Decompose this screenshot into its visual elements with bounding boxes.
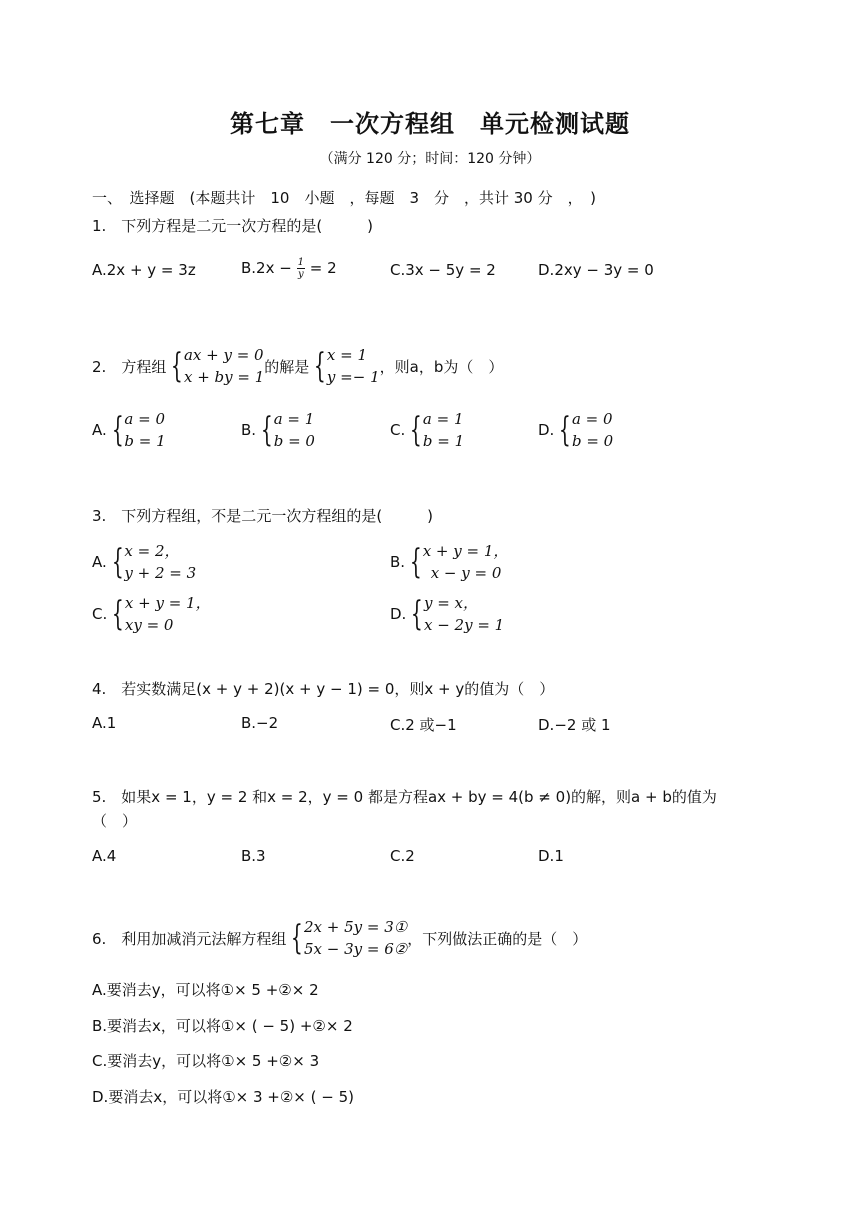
q1-option-b-pre: B.2x − (241, 259, 297, 277)
q3-a-eq2: y + 2 = 3 (124, 564, 197, 582)
q1-option-a: A.2x + y = 3z (92, 261, 196, 279)
q3-a-label: A. (92, 553, 107, 571)
q2-sys2-eq1: x = 1 (326, 346, 368, 364)
q5-option-b: B.3 (241, 847, 266, 865)
q2-mid: 的解是 (264, 357, 310, 376)
q2-c-label: C. (390, 421, 406, 439)
brace-icon: { (559, 410, 572, 450)
q3-option-b (390, 540, 508, 584)
q4-option-c: C.2 或−1 (390, 716, 457, 734)
q2-d-label: D. (538, 421, 555, 439)
q1-option-b-den: y (297, 269, 304, 280)
q2-b-eq1: a = 1 (273, 410, 315, 428)
brace-icon: { (111, 410, 124, 450)
page-subtitle: （满分 120 分；时间：120 分钟） (319, 151, 541, 167)
q2-a-eq1: a = 0 (124, 410, 165, 428)
q3-b-eq2: x − y = 0 (430, 564, 502, 582)
q6-sys-eq2: 5x − 3y = 6② (303, 940, 408, 958)
q6-option-a: A.要消去y，可以将①× 5 +②× 2 (92, 981, 319, 999)
q3-d-eq2: x − 2y = 1 (423, 616, 505, 634)
brace-icon: { (260, 410, 273, 450)
q3-b-label: B. (390, 553, 406, 571)
brace-icon: { (409, 542, 422, 582)
q3-a-eq1: x = 2， (124, 542, 180, 560)
q2-d-eq1: a = 0 (571, 410, 613, 428)
q5-option-a: A.4 (92, 847, 117, 865)
q3-stem: 3. 下列方程组，不是二元一次方程组的是( ) (92, 507, 434, 525)
q2-sys2-eq2: y =− 1 (326, 368, 380, 386)
brace-icon: { (112, 594, 125, 634)
q6-stem (92, 916, 587, 960)
q2-option-c (390, 408, 464, 452)
q5-option-d: D.1 (538, 847, 564, 865)
q6-number: 6. (92, 929, 122, 948)
q2-sys1-eq2: x + by = 1 (183, 368, 265, 386)
q2-a-label: A. (92, 421, 107, 439)
q3-d-label: D. (390, 605, 407, 623)
brace-icon: { (291, 918, 304, 958)
q4-option-b: B.−2 (241, 714, 279, 732)
q2-d-eq2: b = 0 (571, 432, 614, 450)
q1-option-b-fraction (297, 257, 305, 280)
q5-option-c: C.2 (390, 847, 415, 865)
q2-option-b (241, 408, 315, 452)
q6-pre: 利用加减消元法解方程组 (121, 929, 287, 948)
q2-c-eq1: a = 1 (422, 410, 464, 428)
q6-option-d: D.要消去x，可以将①× 3 +②× ( − 5) (92, 1088, 354, 1106)
q5-stem: 5. 如果x = 1，y = 2 和x = 2，y = 0 都是方程ax + by = 4(b ≠ 0)的解，则a + b的值为 (92, 788, 717, 806)
section-heading: 一、 选择题 (本题共计 10 小题 ，每题 3 分 ，共计 30 分 ， ) (92, 189, 596, 207)
q3-c-label: C. (92, 605, 108, 623)
q1-option-b-post: = 2 (304, 259, 337, 277)
q3-option-d (390, 592, 504, 636)
q1-option-c: C.3x − 5y = 2 (390, 261, 496, 279)
q1-option-b-num: 1 (297, 257, 304, 268)
q4-option-d: D.−2 或 1 (538, 716, 611, 734)
page-title: 第七章 一次方程组 单元检测试题 (230, 110, 630, 138)
q2-a-eq2: b = 1 (124, 432, 166, 450)
q6-sys-eq1: 2x + 5y = 3① (303, 918, 408, 936)
q3-option-a (92, 540, 196, 584)
q2-c-eq2: b = 1 (422, 432, 465, 450)
q2-b-label: B. (241, 421, 257, 439)
brace-icon: { (314, 346, 327, 386)
q6-post: ，下列做法正确的是（ ） (407, 929, 588, 948)
brace-icon: { (411, 594, 424, 634)
brace-icon: { (171, 346, 184, 386)
q1-option-d: D.2xy − 3y = 0 (538, 261, 654, 279)
q2-option-a (92, 408, 166, 452)
q1-option-b (241, 257, 337, 280)
q3-d-eq1: y = x， (423, 594, 479, 612)
q4-option-a: A.1 (92, 714, 117, 732)
q3-c-eq2: xy = 0 (124, 616, 174, 634)
q4-stem: 4. 若实数满足(x + y + 2)(x + y − 1) = 0，则x + y的值为（ ） (92, 680, 555, 698)
brace-icon: { (410, 410, 423, 450)
q3-option-c (92, 592, 211, 636)
q6-option-c: C.要消去y，可以将①× 5 +②× 3 (92, 1052, 320, 1070)
q2-pre: 方程组 (121, 357, 167, 376)
q2-post: ，则a，b为（ ） (379, 357, 504, 376)
q6-option-b: B.要消去x，可以将①× ( − 5) +②× 2 (92, 1017, 353, 1035)
q2-sys1-eq1: ax + y = 0 (183, 346, 264, 364)
q1-stem: 1. 下列方程是二元一次方程的是( ) (92, 217, 374, 235)
q5-stem-cont: （ ） (92, 812, 138, 830)
q2-stem (92, 344, 503, 388)
q3-b-eq1: x + y = 1， (422, 542, 509, 560)
q2-number: 2. (92, 357, 122, 376)
brace-icon: { (111, 542, 124, 582)
q3-c-eq1: x + y = 1， (124, 594, 211, 612)
q2-option-d (538, 408, 613, 452)
q2-b-eq2: b = 0 (273, 432, 315, 450)
